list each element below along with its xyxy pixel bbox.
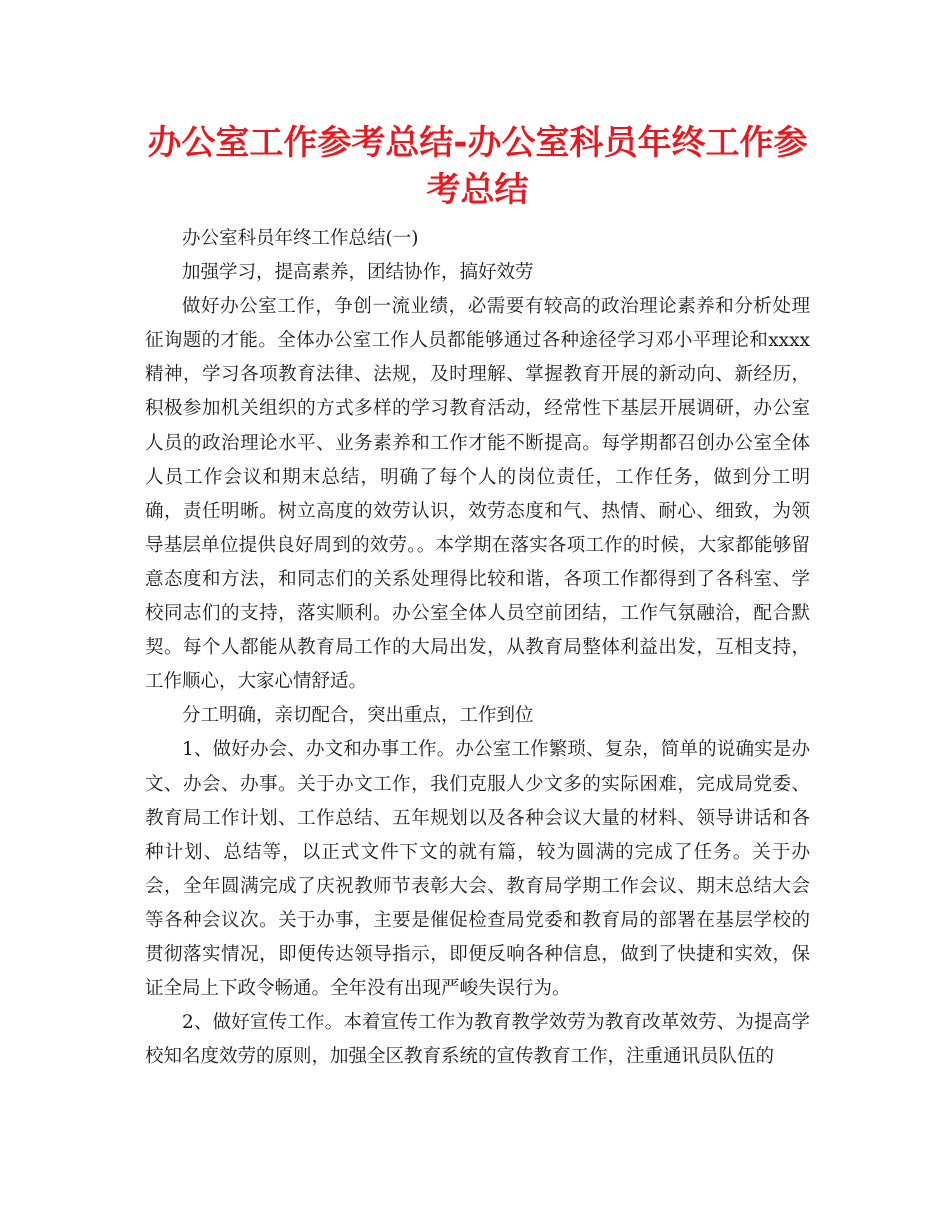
section-heading: 办公室科员年终工作总结(一): [182, 228, 419, 249]
document-title: 办公室工作参考总结-办公室科员年终工作参考总结: [147, 123, 808, 210]
subsection-heading: 加强学习，提高素养，团结协作，搞好效劳: [182, 262, 534, 284]
body-paragraph: 2、做好宣传工作。本着宣传工作为教育教学效劳为教育改革效劳、为提高学校知名度效劳的原则，加强全区教育系统的宣传教育工作，注重通讯员队伍的: [145, 1012, 810, 1068]
body-paragraph: 做好办公室工作，争创一流业绩，必需要有较高的政治理论素养和分析处理征询题的才能。全体办公室工作人员都能够通过各种途径学习邓小平理论和xxxx精神，学习各项教育法律、法规，及时理解、掌握教育开展的新动向、新经历，积极参加机关组织的方式多样的学习教育活动，经常性下基层开展调研，办公室人员的政治理论水平、业务素养和工作才能不断提高。每学期都召创办公室全体人员工作会议和期末总结，明确了每个人的岗位责任，工作任务，做到分工明确，责任明晰。树立高度的效劳认识，效劳态度和气、热情、耐心、细致，为领导基层单位提供良好周到的效劳。。本学期在落实各项工作的时候，大家都能够留意态度和方法，和同志们的关系处理得比较和谐，各项工作都得到了各科室、学校同志们的支持，落实顺利。办公室全体人员空前团结，工作气氛融洽，配合默契。每个人都能从教育局工作的大局出发，从教育局整体利益出发，互相支持，工作顺心，大家心情舒适。: [145, 296, 810, 693]
body-paragraph: 1、做好办会、办文和办事工作。办公室工作繁琐、复杂，简单的说确实是办文、办会、办事。关于办文工作，我们克服人少文多的实际困难，完成局党委、教育局工作计划、工作总结、五年规划以及各种会议大量的材料、领导讲话和各种计划、总结等，以正式文件下文的就有篇，较为圆满的完成了任务。关于办会，全年圆满完成了庆祝教师节表彰大会、教育局学期工作会议、期末总结大会等各种会议次。关于办事，主要是催促检查局党委和教育局的部署在基层学校的贯彻落实情况，即便传达领导指示，即便反响各种信息，做到了快捷和实效，保证全局上下政令畅通。全年没有出现严峻失误行为。: [145, 739, 810, 1000]
subsection-heading: 分工明确，亲切配合，突出重点，工作到位: [182, 705, 534, 727]
document-body: [145, 222, 810, 1074]
